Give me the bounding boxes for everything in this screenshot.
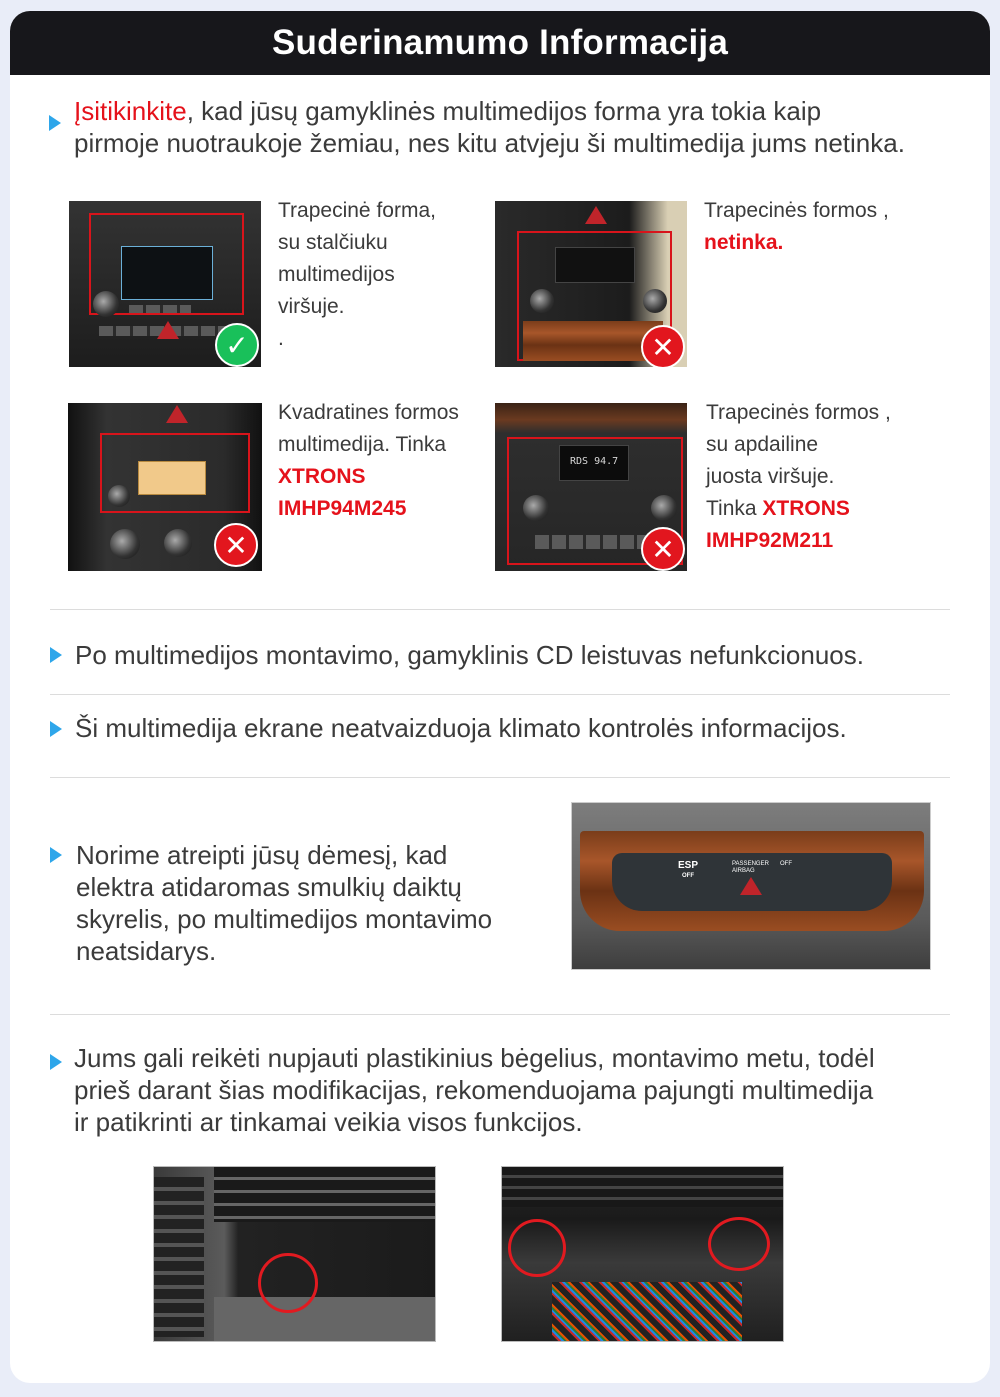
photo-trapezoid-with-drawer (69, 201, 261, 367)
note-climate-info: Ši multimedija ekrane neatvaizduoja klimato kontrolės informacijos. (75, 713, 847, 743)
compatibility-card (10, 11, 990, 1383)
cross-icon: ✕ (641, 527, 685, 571)
checkmark-icon: ✓ (215, 323, 259, 367)
caption-trapezoid-trim: Trapecinės formos , su apdailine juosta viršuje. Tinka XTRONS IMHP92M211 (706, 401, 891, 552)
radio-display: RDS 94.7 (570, 456, 619, 467)
divider (50, 609, 950, 610)
airbag-off-label: OFF (780, 861, 792, 867)
airbag-label: PASSENGER AIRBAG (732, 861, 769, 874)
intro-text: Įsitikinkite, kad jūsų gamyklinės multimedijos forma yra tokia kaip pirmoje nuotraukoje žemiau, nes kitu atvjeju ši multimedija jums netinka. (74, 96, 905, 158)
note-cut-rails: Jums gali reikėti nupjauti plastikinius bėgelius, montavimo metu, todėl prieš darant šias modifikacijas, rekomenduojama pajungti multimedija ir patikrinti ar tinkamai veikia visos funkcijos. (74, 1043, 875, 1137)
photo-switch-panel (571, 802, 931, 970)
page-title: Suderinamumo Informacija (10, 11, 990, 75)
cross-icon: ✕ (214, 523, 258, 567)
photo-trapezoid-with-trim (495, 403, 687, 571)
divider (50, 694, 950, 695)
highlight-circle (708, 1217, 770, 1271)
photo-rail-left (153, 1166, 436, 1342)
note-cd-player: Po multimedijos montavimo, gamyklinis CD leistuvas nefunkcionuos. (75, 640, 864, 670)
cross-icon: ✕ (641, 325, 685, 367)
divider (50, 777, 950, 778)
caption-ok: Trapecinė forma, su stalčiuku multimedijos viršuje. . (278, 199, 436, 350)
caption-square-form: Kvadratines formos multimedija. Tinka XTRONS IMHP94M245 (278, 401, 459, 520)
esp-off-label: OFF (682, 873, 694, 879)
photo-rail-right (501, 1166, 784, 1342)
bullet-icon (49, 115, 61, 131)
bullet-icon (50, 1054, 62, 1070)
highlight-circle (258, 1253, 318, 1313)
hazard-icon (740, 877, 762, 895)
photo-trapezoid-no-fit (495, 201, 687, 367)
caption-no-fit-1: Trapecinės formos , netinka. (704, 199, 889, 254)
esp-label: ESP (678, 860, 699, 871)
intro-highlight: Įsitikinkite (74, 96, 187, 126)
note-storage-compartment: Norime atreipti jūsų dėmesį, kad elektra atidaromas smulkių daiktų skyrelis, po multimedijos montavimo neatsidarys. (76, 840, 493, 966)
bullet-icon (50, 847, 62, 863)
bullet-icon (50, 647, 62, 663)
bullet-icon (50, 721, 62, 737)
highlight-circle (508, 1219, 566, 1277)
photo-square-form (68, 403, 262, 571)
divider (50, 1014, 950, 1015)
